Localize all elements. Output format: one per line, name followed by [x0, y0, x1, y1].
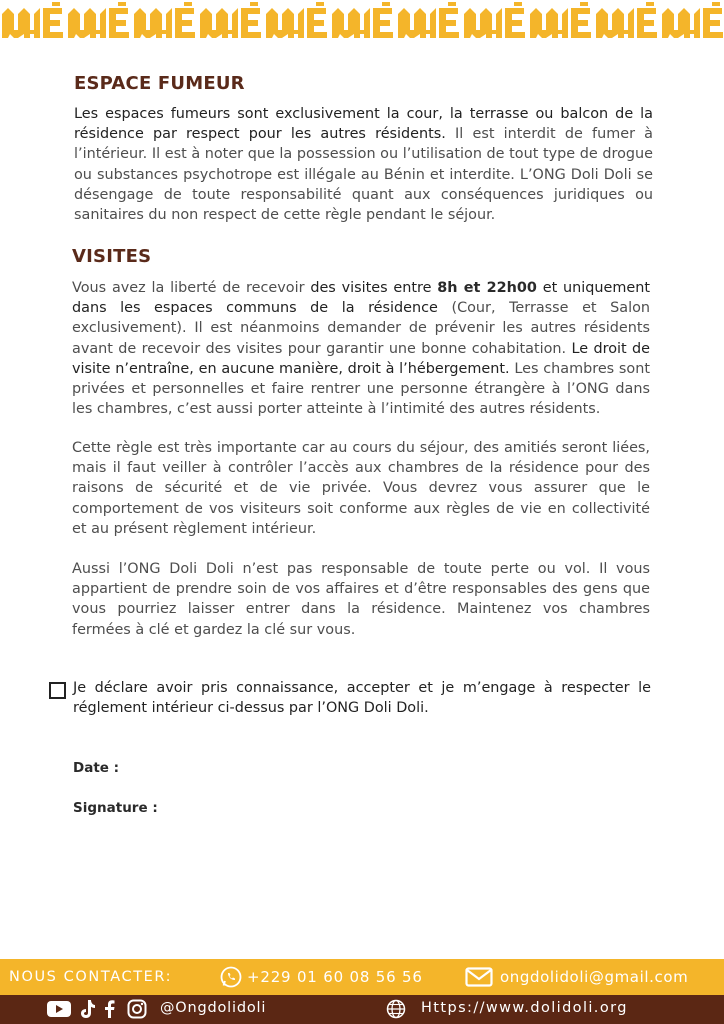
phone-number[interactable]: +229 01 60 08 56 56 — [247, 968, 423, 986]
phone-icon — [220, 966, 242, 988]
email-address[interactable]: ongdolidoli@gmail.com — [500, 968, 689, 986]
tiktok-icon[interactable] — [80, 999, 96, 1019]
smoking-rule-emphasis: Les espaces fumeurs sont exclusivement la cour, la terrasse ou balcon de la résidence par respect pour les autres résidents. — [74, 106, 653, 143]
visits-text-f: Le droit de visite n’entraîne, en aucune manière, droit à l’hébergement. — [72, 340, 651, 377]
facebook-icon[interactable] — [102, 999, 116, 1019]
section-title-visits: VISITES — [72, 246, 152, 267]
visits-text-a: Vous avez la liberté de recevoir — [72, 280, 311, 296]
visits-text-e: (Cour, Terrasse et Salon exclusivement). Il est néanmoins demander de prévenir les autres résidents avant de recevoir des visites pour garantir une bonne cohabitation. — [72, 300, 650, 357]
signature-label: Signature : — [73, 800, 158, 816]
instagram-icon[interactable] — [127, 999, 147, 1019]
visits-paragraph-2: Cette règle est très importante car au cours du séjour, des amitiés seront liées, mais il faut veiller à contrôler l’accès aux chambres de la résidence pour des raisons de sécurité et de vie privée. Vous devrez vous assurer que le comportement de vos visiteurs soit conforme aux règles de vie en collectivité et au présent règlement intérieur. — [72, 440, 650, 537]
visits-text-b: des visites entre — [310, 280, 438, 296]
visits-text-d: et uniquement dans les espaces communs de la résidence — [72, 280, 650, 317]
pattern-graphic — [0, 0, 724, 46]
visits-paragraph-1 — [72, 278, 650, 419]
section-title-smoking: ESPACE FUMEUR — [74, 73, 245, 94]
visits-text-g: Les chambres sont privées et personnelles et faire rentrer une personne étrangère à l’ONG dans les chambres, c’est aussi porter atteinte à l’intimité des autres résidents. — [72, 360, 650, 418]
contact-label: NOUS CONTACTER: — [9, 969, 173, 985]
visits-paragraph-3: Aussi l’ONG Doli Doli n’est pas responsable de toute perte ou vol. Il vous appartient de prendre soin de vos affaires et d’être responsables des gens que vous pourriez laisser entrer dans la résidence. Maintenez vos chambres fermées à clé et gardez la clé sur vous. — [72, 561, 650, 638]
declaration-text: Je déclare avoir pris connaissance, accepter et je m’engage à respecter le réglement intérieur ci-dessus par l’ONG Doli Doli. — [73, 680, 651, 717]
smoking-rule-text: Il est interdit de fumer à l’intérieur. Il est à noter que la possession ou l’utilisation de tout type de drogue ou substances psychotrope est illégale au Bénin et interdite. L’ONG Doli Doli se désengage de toute responsabilité quant aux conséquences juridiques ou sanitaires du non respect de cette règle pendant le séjour. — [74, 126, 653, 224]
smoking-paragraph — [74, 104, 653, 225]
decorative-pattern-band — [0, 0, 724, 46]
mail-icon — [465, 967, 493, 987]
social-handle[interactable]: @Ongdolidoli — [160, 1000, 267, 1016]
globe-icon — [386, 999, 406, 1019]
visits-hours: 8h et 22h00 — [437, 280, 537, 296]
date-label: Date : — [73, 760, 120, 776]
youtube-icon[interactable] — [46, 999, 72, 1019]
declaration-checkbox[interactable] — [49, 682, 66, 699]
website-link[interactable]: Https://www.dolidoli.org — [421, 1000, 628, 1016]
